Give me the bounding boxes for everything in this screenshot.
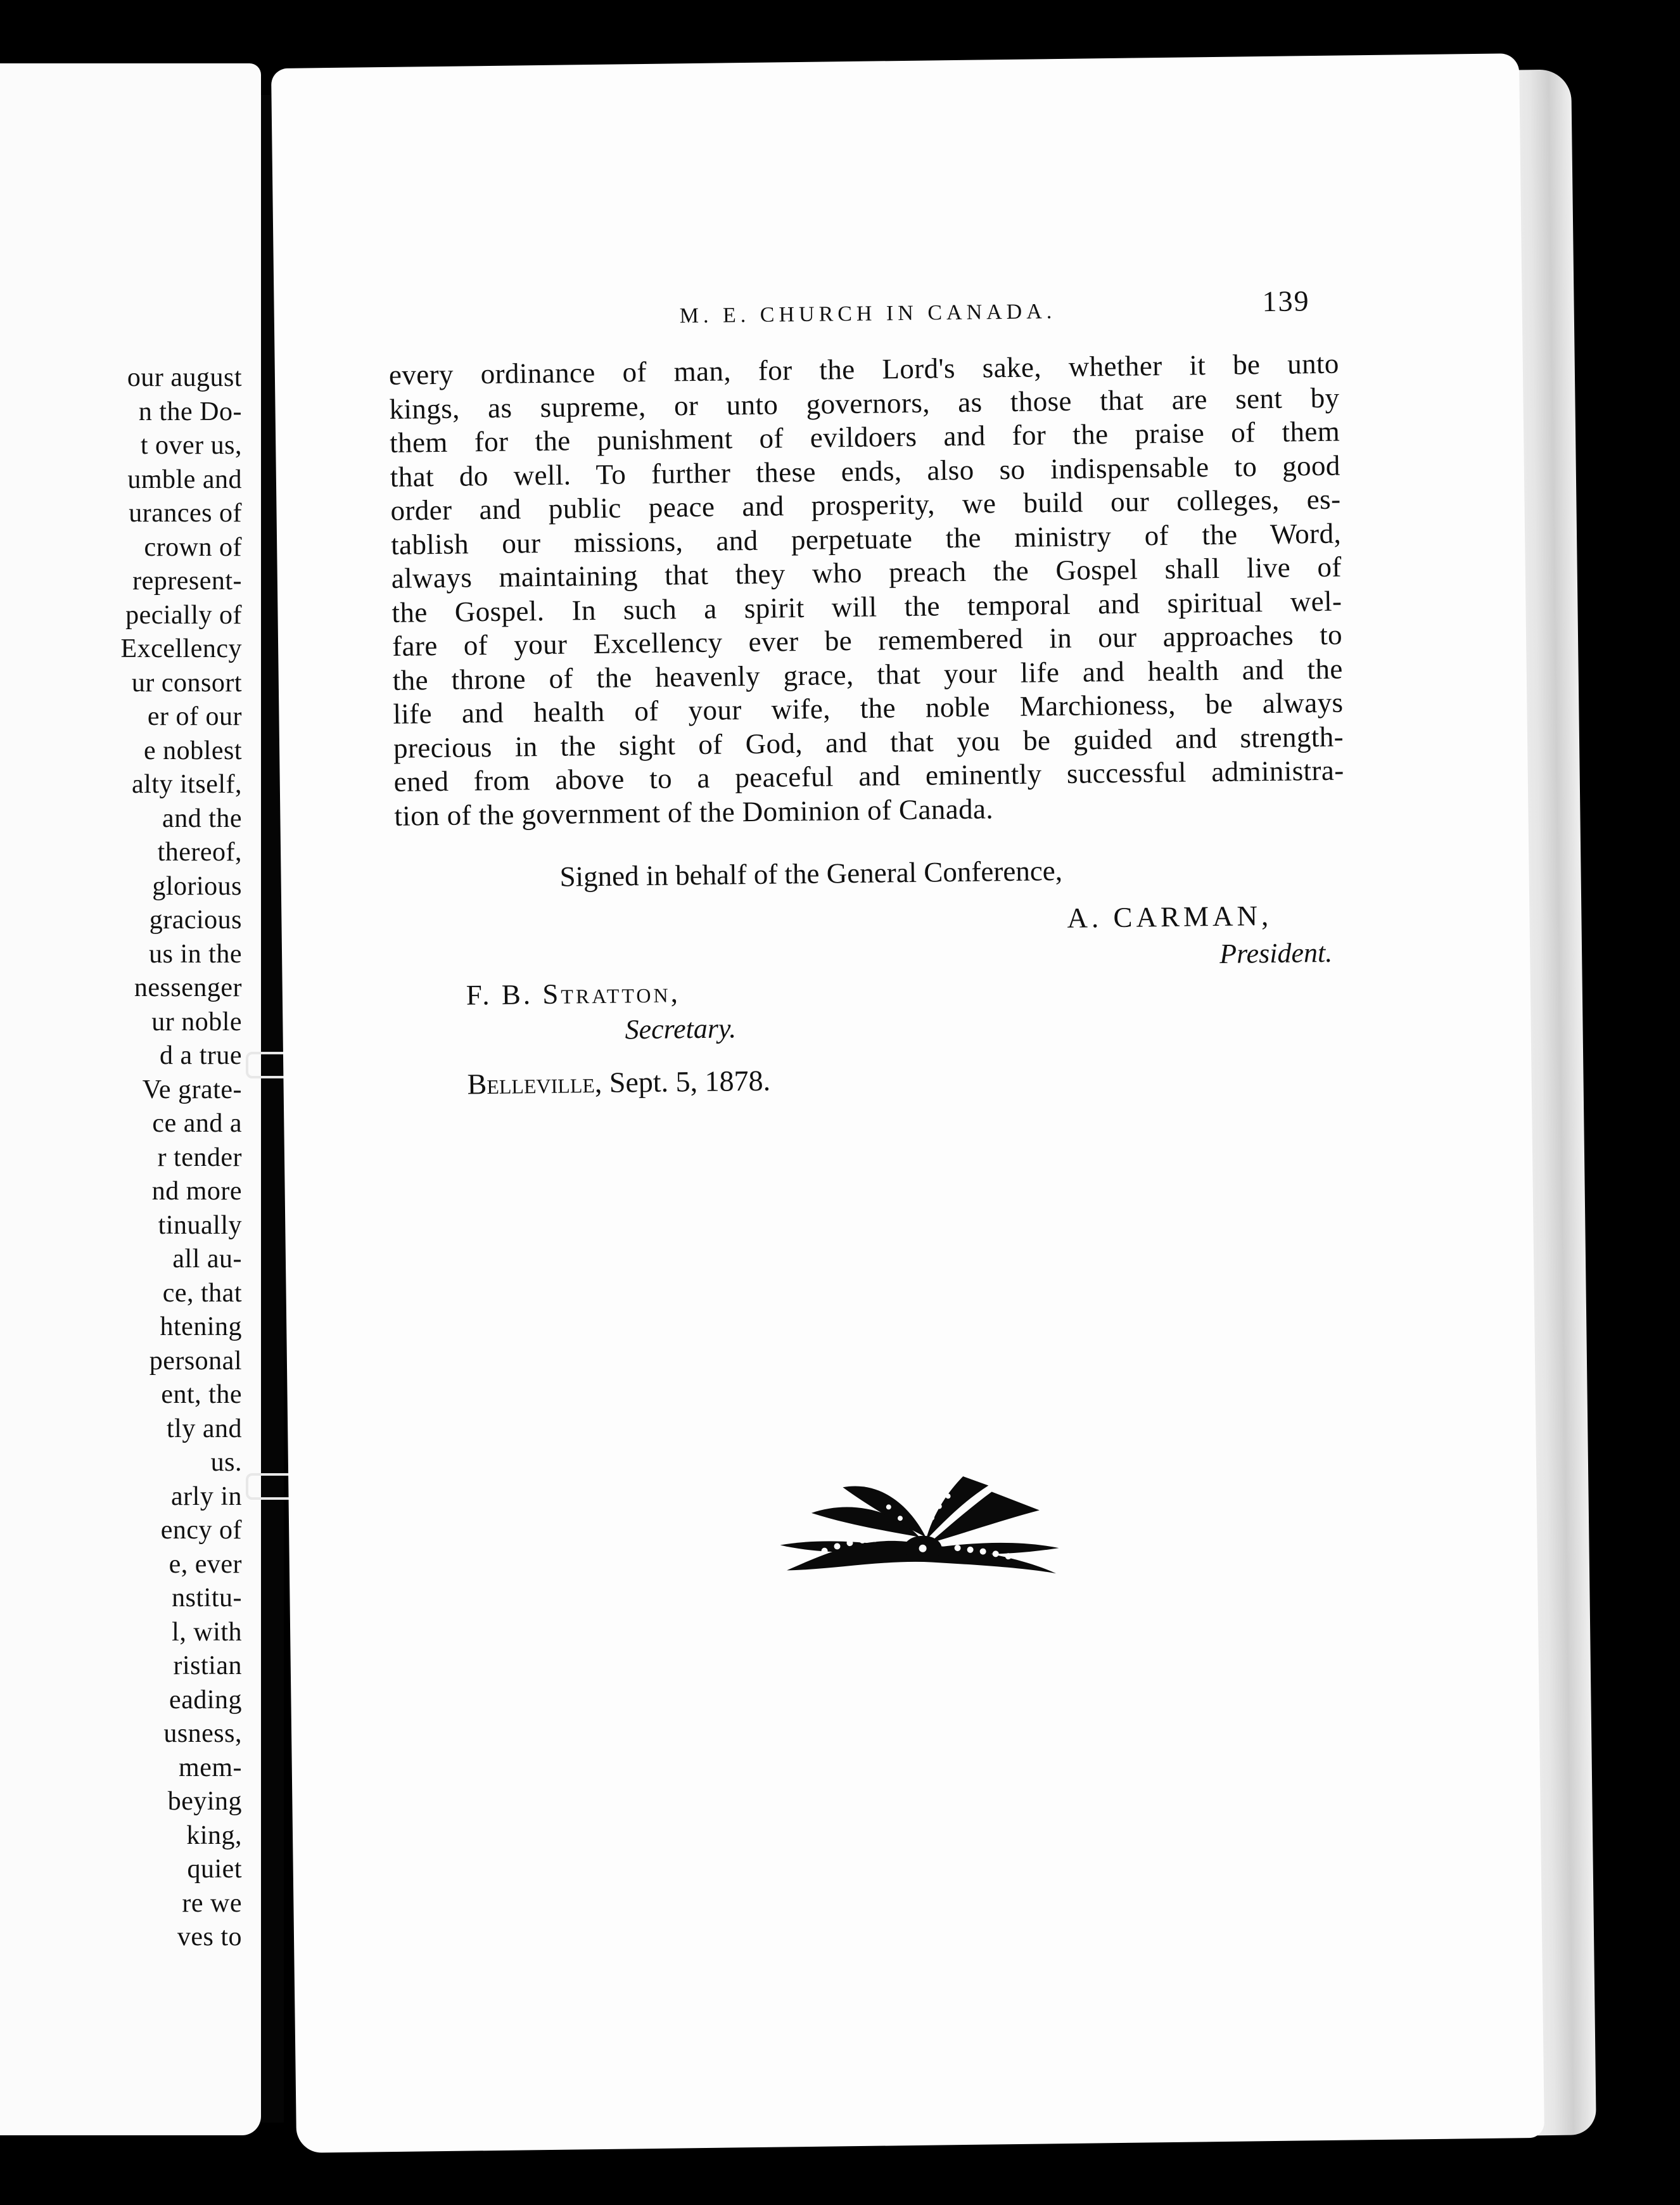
left-page-line: e, ever bbox=[169, 1549, 242, 1579]
left-page-line: eading bbox=[169, 1685, 242, 1715]
left-page-line: nstitu- bbox=[172, 1583, 242, 1613]
left-page-line: re we bbox=[182, 1888, 242, 1918]
body-line: life and health of your wife, the noble Marchioness, be always bbox=[393, 686, 1344, 730]
signed-line: Signed in behalf of the General Conference, bbox=[559, 854, 1063, 893]
page-number: 139 bbox=[1262, 284, 1310, 318]
left-page-line: crown of bbox=[144, 532, 242, 562]
secretary-surname: Stratton, bbox=[542, 976, 681, 1011]
left-page-line: urances of bbox=[129, 499, 242, 528]
body-line: the throne of the heavenly grace, that your life and health and the bbox=[392, 653, 1343, 696]
secretary-name bbox=[466, 976, 681, 1011]
left-page-line: htening bbox=[160, 1312, 242, 1341]
body-line: the Gospel. In such a spirit will the temporal and spiritual wel- bbox=[391, 585, 1342, 629]
left-page-line: gracious bbox=[149, 905, 242, 935]
place: Belleville, bbox=[467, 1066, 602, 1101]
body-line: tion of the government of the Dominion of Canada. bbox=[394, 792, 994, 832]
left-page-line: represent- bbox=[132, 566, 242, 596]
body-line: every ordinance of man, for the Lord's sake, whether it be unto bbox=[388, 347, 1340, 391]
left-page-line: Ve grate- bbox=[142, 1075, 242, 1104]
left-page-line: us in the bbox=[149, 939, 242, 969]
place-date bbox=[467, 1064, 770, 1101]
left-page-line: quiet bbox=[187, 1855, 242, 1884]
left-page-line: us. bbox=[210, 1448, 242, 1477]
left-page-line: ce, that bbox=[162, 1278, 242, 1308]
body-line: ened from above to a peaceful and eminently successful administra- bbox=[393, 754, 1344, 798]
left-page-line: ves to bbox=[177, 1922, 242, 1952]
left-page-line: l, with bbox=[172, 1617, 242, 1647]
body-line: fare of your Excellency ever be remembered in our approaches to bbox=[391, 618, 1343, 662]
left-page-line: t over us, bbox=[140, 431, 242, 460]
left-facing-page bbox=[0, 63, 261, 2135]
right-page bbox=[271, 53, 1544, 2153]
signer-title: President. bbox=[1219, 936, 1333, 969]
left-page-line: ency of bbox=[160, 1516, 242, 1545]
left-page-line: glorious bbox=[152, 871, 242, 901]
left-page-line: and the bbox=[162, 803, 242, 833]
left-page-line: tinually bbox=[158, 1210, 242, 1240]
left-page-line: ce and a bbox=[152, 1109, 242, 1138]
left-page-line: pecially of bbox=[125, 600, 242, 630]
running-head: M. E. CHURCH IN CANADA. bbox=[679, 300, 1057, 328]
signer-name: A. CARMAN, bbox=[1067, 899, 1273, 934]
left-page-line: ur noble bbox=[151, 1007, 242, 1037]
body-line: that do well. To further these ends, also so indispensable to good bbox=[390, 449, 1341, 493]
left-page-line: alty itself, bbox=[132, 770, 242, 799]
left-page-line: umble and bbox=[127, 464, 242, 494]
left-page-line: Excellency bbox=[120, 634, 242, 663]
left-page-line: nd more bbox=[151, 1177, 242, 1206]
left-page-line: ristian bbox=[173, 1651, 242, 1680]
left-page-line: thereof, bbox=[157, 838, 242, 867]
left-page-line: personal bbox=[149, 1346, 242, 1376]
left-page-line: n the Do- bbox=[138, 397, 242, 426]
body-line: them for the punishment of evildoers and for the praise of them bbox=[389, 415, 1340, 459]
body-text bbox=[389, 347, 1345, 833]
date: Sept. 5, 1878. bbox=[602, 1064, 771, 1099]
left-page-line: r tender bbox=[157, 1142, 242, 1172]
left-page-line: ent, the bbox=[161, 1380, 242, 1409]
body-line: precious in the sight of God, and that you be guided and strength- bbox=[393, 720, 1344, 764]
body-line: always maintaining that they who preach the Gospel shall live of bbox=[391, 551, 1342, 594]
left-page-line: mem- bbox=[179, 1753, 242, 1782]
secretary-initials: F. B. bbox=[466, 978, 543, 1011]
left-page-line: e noblest bbox=[144, 736, 242, 765]
left-page-line: king, bbox=[186, 1820, 242, 1850]
left-page-line: d a true bbox=[160, 1041, 242, 1070]
left-page-line: all au- bbox=[172, 1244, 242, 1274]
left-page-line: arly in bbox=[171, 1481, 242, 1511]
left-page-line: er of our bbox=[147, 702, 242, 731]
left-page-line: ur consort bbox=[131, 668, 242, 698]
left-page-line: our august bbox=[127, 363, 242, 392]
body-line: order and public peace and prosperity, we build our colleges, es- bbox=[390, 483, 1341, 527]
left-page-line: beying bbox=[167, 1787, 242, 1816]
body-line: tablish our missions, and perpetuate the ministry of the Word, bbox=[390, 517, 1342, 561]
left-page-line: tly and bbox=[167, 1414, 242, 1443]
foliage-ornament-icon bbox=[773, 1472, 1066, 1596]
secretary-title: Secretary. bbox=[625, 1013, 737, 1045]
body-line: kings, as supreme, or unto governors, as those that are sent by bbox=[389, 381, 1340, 425]
left-page-line: usness, bbox=[163, 1719, 242, 1748]
left-page-line: nessenger bbox=[134, 973, 242, 1002]
